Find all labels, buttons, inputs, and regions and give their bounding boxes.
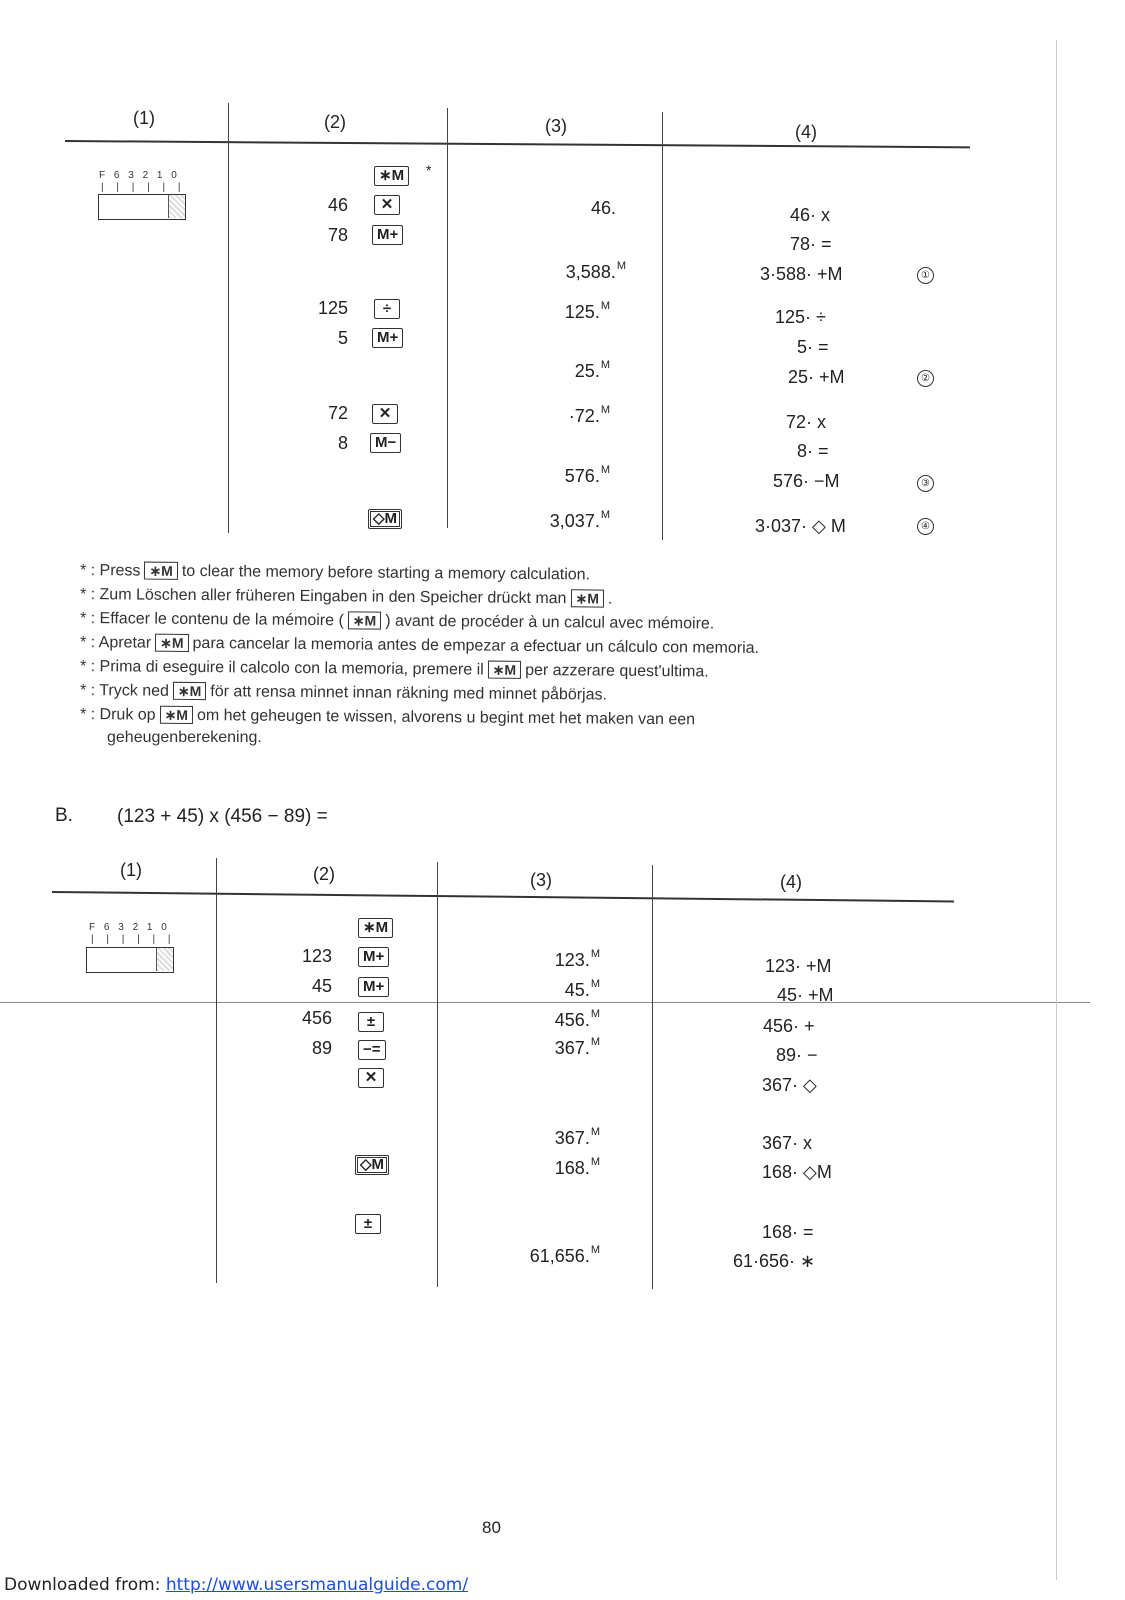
b-tape-123: 123· +M bbox=[765, 956, 832, 976]
a-marker-3: ③ bbox=[917, 475, 934, 492]
a-input-5: 5 bbox=[337, 328, 348, 348]
a-display-72: ·72.$^M$ bbox=[568, 404, 610, 426]
a-key-m-minus: M− bbox=[370, 433, 401, 453]
b-col1-header: (1) bbox=[120, 860, 142, 880]
a-key-m-plus: M+ bbox=[372, 225, 403, 245]
b-col2-header: (2) bbox=[313, 864, 335, 884]
a-input-8: 8 bbox=[337, 433, 348, 453]
a-key-multiply-2: ✕ bbox=[372, 404, 398, 424]
b-key-plus-equals: ± bbox=[358, 1012, 384, 1032]
table-a-divider-3 bbox=[662, 112, 663, 540]
b-tape-45: 45· +M bbox=[777, 985, 834, 1005]
b-display-61656: 61,656.$^M$ bbox=[529, 1244, 600, 1266]
footer-link[interactable]: http://www.usersmanualguide.com/ bbox=[165, 1575, 469, 1595]
a-key-m-plus-2: M+ bbox=[372, 328, 403, 348]
b-key-m-plus-2: M+ bbox=[358, 977, 389, 997]
b-display-168: 168.$^M$ bbox=[554, 1156, 600, 1178]
a-tape-125: 125· ÷ bbox=[775, 307, 826, 327]
a-key-memory-recall: ◇M bbox=[368, 509, 402, 529]
b-key-multiply: ✕ bbox=[358, 1068, 384, 1088]
scan-line bbox=[0, 1002, 1090, 1003]
b-input-45: 45 bbox=[311, 976, 332, 996]
table-b-header-rule bbox=[52, 891, 954, 902]
b-display-367-2: 367.$^M$ bbox=[554, 1126, 600, 1148]
b-tape-61656: 61·656· ∗ bbox=[733, 1251, 816, 1271]
download-footer bbox=[4, 1575, 468, 1595]
note-nl: * : Druk op ∗M om het geheugen te wissen, alvorens u begint met het maken van een bbox=[79, 706, 696, 729]
switch-knob-b bbox=[156, 948, 173, 971]
a-display-46: 46. bbox=[590, 198, 616, 218]
b-display-367: 367.$^M$ bbox=[554, 1036, 600, 1058]
a-tape-78: 78· = bbox=[790, 234, 832, 254]
a-asterisk-mark: * bbox=[426, 162, 432, 178]
a-marker-1: ① bbox=[917, 267, 934, 284]
b-key-m-plus: M+ bbox=[358, 947, 389, 967]
a-input-72: 72 bbox=[327, 403, 348, 423]
a-key-divide: ÷ bbox=[374, 299, 400, 319]
a-tape-8: 8· = bbox=[797, 441, 829, 461]
scan-edge bbox=[1056, 40, 1057, 1580]
a-tape-25: 25· +M bbox=[788, 367, 845, 387]
a-input-78: 78 bbox=[327, 225, 348, 245]
b-display-456: 456.$^M$ bbox=[554, 1008, 600, 1030]
b-display-45: 45.$^M$ bbox=[564, 978, 600, 1000]
table-a-divider-1 bbox=[228, 103, 229, 533]
a-tape-576: 576· −M bbox=[773, 471, 840, 491]
b-tape-456: 456· + bbox=[763, 1016, 815, 1036]
b-tape-168: 168· ◇M bbox=[762, 1162, 832, 1182]
col2-header: (2) bbox=[324, 112, 346, 132]
switch-body-b bbox=[86, 947, 174, 973]
switch-ticks-b: | | | | | | bbox=[91, 934, 176, 945]
col1-header: (1) bbox=[133, 108, 155, 128]
a-key-multiply: ✕ bbox=[374, 195, 400, 215]
b-col3-header: (3) bbox=[530, 870, 552, 890]
a-tape-72: 72· x bbox=[786, 412, 827, 432]
footer-prefix: Downloaded from: bbox=[4, 1575, 166, 1595]
table-a-header-rule bbox=[65, 140, 970, 148]
col3-header: (3) bbox=[545, 116, 567, 136]
a-input-125: 125 bbox=[317, 298, 348, 318]
a-tape-3037: 3·037· ◇ M bbox=[755, 516, 846, 536]
b-tape-89: 89· − bbox=[776, 1045, 818, 1065]
a-display-25: 25.$^M$ bbox=[574, 359, 610, 381]
a-tape-46: 46· x bbox=[790, 205, 831, 225]
switch-labels: F 6 3 2 1 0 bbox=[99, 170, 180, 181]
switch-body bbox=[98, 194, 186, 220]
b-tape-367: 367· ◇ bbox=[762, 1075, 817, 1095]
b-input-123: 123 bbox=[301, 946, 332, 966]
b-display-123: 123.$^M$ bbox=[554, 948, 600, 970]
a-key-clear-memory: ∗M bbox=[374, 166, 409, 186]
a-tape-5: 5· = bbox=[797, 337, 829, 357]
b-key-memory-recall: ◇M bbox=[355, 1155, 389, 1175]
note-fr: * : Effacer le contenu de la mémoire ( ∗M ) avant de procéder à un calcul avec mémoire. bbox=[79, 610, 715, 633]
a-display-576: 576.$^M$ bbox=[564, 464, 610, 486]
note-es: * : Apretar ∗M para cancelar la memoria antes de empezar a efectuar un cálculo con memoria. bbox=[79, 634, 760, 657]
switch-labels-b: F 6 3 2 1 0 bbox=[89, 922, 170, 933]
b-tape-168-2: 168· = bbox=[762, 1222, 814, 1242]
b-key-minus-equals: −= bbox=[358, 1040, 386, 1060]
b-col4-header: (4) bbox=[780, 872, 802, 892]
note-sv: * : Tryck ned ∗M för att rensa minnet innan räkning med minnet påbörjas. bbox=[79, 682, 608, 704]
table-b-divider-2 bbox=[437, 862, 438, 1287]
note-it: * : Prima di eseguire il calcolo con la memoria, premere il ∗M per azzerare quest'ultima. bbox=[79, 658, 709, 681]
a-display-125: 125.$^M$ bbox=[564, 300, 610, 322]
b-input-89: 89 bbox=[311, 1038, 332, 1058]
a-marker-2: ② bbox=[917, 370, 934, 387]
b-tape-367-2: 367· x bbox=[762, 1133, 813, 1153]
section-b-label: B. bbox=[55, 805, 73, 826]
b-key-plus-equals-2: ± bbox=[355, 1214, 381, 1234]
page-number: 80 bbox=[482, 1518, 501, 1537]
table-a-divider-2 bbox=[447, 108, 448, 528]
table-b-divider-3 bbox=[652, 865, 653, 1289]
switch-knob bbox=[168, 195, 185, 218]
a-display-3037: 3,037.$^M$ bbox=[549, 509, 610, 531]
note-en: * : Press ∗M to clear the memory before starting a memory calculation. bbox=[79, 562, 591, 584]
note-nl-continuation: geheugenberekening. bbox=[107, 729, 262, 746]
section-b-formula: (123 + 45) x (456 − 89) = bbox=[117, 806, 328, 827]
col4-header: (4) bbox=[795, 122, 817, 142]
note-de: * : Zum Löschen aller früheren Eingaben in den Speicher drückt man ∗M . bbox=[79, 586, 613, 608]
a-marker-4: ④ bbox=[917, 518, 934, 535]
table-b-divider-1 bbox=[216, 858, 217, 1283]
a-display-3588: 3,588.$^M$ bbox=[565, 260, 626, 282]
b-input-456: 456 bbox=[301, 1008, 332, 1028]
b-key-clear-memory: ∗M bbox=[358, 918, 393, 938]
a-tape-3588: 3·588· +M bbox=[760, 264, 843, 284]
a-input-46: 46 bbox=[327, 195, 348, 215]
switch-ticks: | | | | | | bbox=[101, 182, 186, 193]
